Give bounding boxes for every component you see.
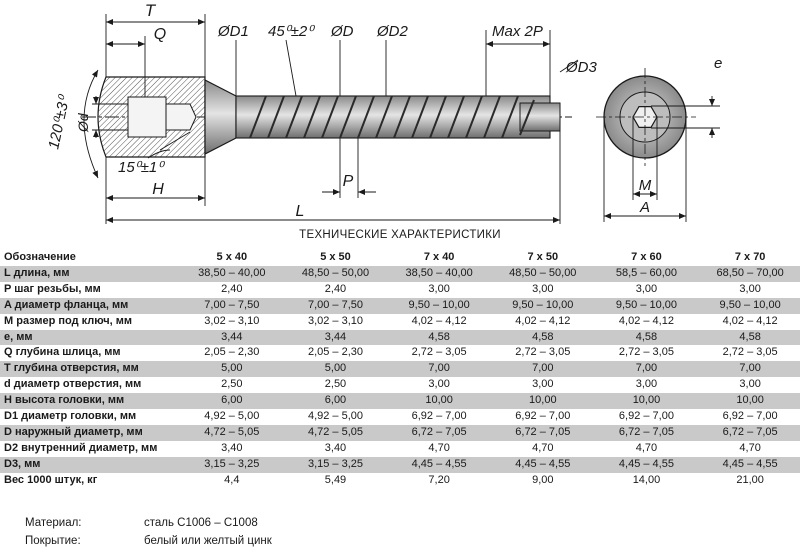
row-label: L длина, мм <box>0 266 178 282</box>
table-cell: 68,50 – 70,00 <box>696 266 800 282</box>
table-cell: 58,5 – 60,00 <box>593 266 697 282</box>
table-cell: 2,72 – 3,05 <box>515 346 571 359</box>
table-cell: 5,00 <box>178 361 282 377</box>
label-angle-15: 15⁰±1⁰ <box>118 159 164 176</box>
table-cell: 9,50 – 10,00 <box>385 298 489 314</box>
screw-head <box>98 77 236 157</box>
table-cell: 4,02 – 4,12 <box>515 314 571 327</box>
label-h: H <box>152 181 164 198</box>
table-cell: 6,92 – 7,00 <box>411 410 467 423</box>
table-cell: 48,50 – 50,00 <box>489 266 593 282</box>
row-label: A диаметр фланца, мм <box>0 298 178 314</box>
row-label: e, мм <box>0 330 178 346</box>
table-cell: 21,00 <box>736 473 764 486</box>
table-cell: 38,50 – 40,00 <box>178 266 282 282</box>
label-d3: ØD3 <box>566 59 597 76</box>
table-cell: 6,92 – 7,00 <box>722 410 778 423</box>
screw-technical-drawing <box>0 0 800 228</box>
row-label: P шаг резьбы, мм <box>4 282 101 295</box>
table-cell: 5,00 <box>282 361 386 377</box>
table-row <box>0 298 800 314</box>
table-cell: 3,00 <box>428 378 450 391</box>
table-cell: 6,72 – 7,05 <box>385 425 489 441</box>
table-row <box>0 282 800 298</box>
row-label: T глубина отверстия, мм <box>0 361 178 377</box>
row-label: Q глубина шлица, мм <box>4 346 121 359</box>
table-cell: 9,50 – 10,00 <box>489 298 593 314</box>
table-cell: 3,15 – 3,25 <box>282 457 386 473</box>
table-cell: 6,00 <box>178 393 282 409</box>
table-cell: 4,02 – 4,12 <box>411 314 467 327</box>
table-cell: 10,00 <box>385 393 489 409</box>
table-row <box>0 345 800 361</box>
table-cell: 4,45 – 4,55 <box>489 457 593 473</box>
material-label: Материал: <box>25 517 82 529</box>
table-row <box>0 330 800 346</box>
table-cell: 6,92 – 7,00 <box>515 410 571 423</box>
label-d: ØD <box>331 23 354 40</box>
table-cell: 3,00 <box>532 378 554 391</box>
table-cell: 3,44 <box>178 330 282 346</box>
label-m: M <box>638 177 652 194</box>
table-cell: 4,72 – 5,05 <box>178 425 282 441</box>
table-cell: 2,50 <box>324 378 347 391</box>
table-caption: ТЕХНИЧЕСКИЕ ХАРАКТЕРИСТИКИ <box>299 229 501 241</box>
table-cell: 2,05 – 2,30 <box>307 346 364 359</box>
spec-header-row <box>0 250 800 266</box>
table-row <box>0 393 800 409</box>
table-cell: 9,00 <box>532 473 554 486</box>
table-row <box>0 266 800 282</box>
table-cell: 7,20 <box>428 473 450 486</box>
table-cell: 10,00 <box>593 393 697 409</box>
table-cell: 4,92 – 5,00 <box>307 410 364 423</box>
table-cell: 14,00 <box>632 473 661 486</box>
table-cell: 9,50 – 10,00 <box>593 298 697 314</box>
table-cell: 4,70 <box>739 441 761 454</box>
row-label: M размер под ключ, мм <box>4 314 133 327</box>
table-row <box>0 409 800 425</box>
table-row <box>0 425 800 441</box>
table-row <box>0 441 800 457</box>
table-cell: 2,40 <box>221 282 243 295</box>
label-angle-120: 120⁰±3⁰ <box>45 94 74 151</box>
label-d-small: Ød <box>75 113 91 132</box>
table-cell: 10,00 <box>696 393 800 409</box>
coating-label: Покрытие: <box>25 535 81 547</box>
table-cell: 4,02 – 4,12 <box>618 314 674 327</box>
spec-table <box>0 250 800 489</box>
table-cell: 4,70 <box>635 441 658 454</box>
table-cell: 4,72 – 5,05 <box>282 425 386 441</box>
table-cell: 7,00 – 7,50 <box>282 298 386 314</box>
coating-value: белый или желтый цинк <box>144 535 272 547</box>
table-cell: 3,00 <box>635 378 658 391</box>
table-cell: 4,4 <box>224 473 240 486</box>
table-cell: 4,45 – 4,55 <box>593 457 697 473</box>
label-angle-45: 45⁰±2⁰ <box>268 23 314 40</box>
table-cell: 3,00 <box>428 282 450 295</box>
table-cell: 3,15 – 3,25 <box>178 457 282 473</box>
table-cell: 4,45 – 4,55 <box>385 457 489 473</box>
table-cell: 4,92 – 5,00 <box>204 410 260 423</box>
row-label: D3, мм <box>0 457 178 473</box>
table-cell: 3,44 <box>282 330 386 346</box>
label-p: P <box>342 173 354 190</box>
table-cell: 6,00 <box>282 393 386 409</box>
threaded-shank <box>236 96 560 138</box>
table-cell: 6,72 – 7,05 <box>696 425 800 441</box>
label-t: T <box>144 1 156 20</box>
table-cell: 2,40 <box>324 282 347 295</box>
table-cell: 7,00 <box>385 361 489 377</box>
table-row <box>0 314 800 330</box>
table-cell: 2,50 <box>221 378 243 391</box>
column-header-size: 7 x 60 <box>631 251 662 263</box>
table-cell: 5,49 <box>324 473 347 486</box>
table-cell: 3,00 <box>739 282 761 295</box>
table-cell: 3,40 <box>221 441 243 454</box>
table-cell: 7,00 – 7,50 <box>178 298 282 314</box>
label-a: A <box>639 199 651 216</box>
label-d2: ØD2 <box>377 23 408 40</box>
row-label: D2 внутренний диаметр, мм <box>4 441 158 454</box>
table-cell: 6,72 – 7,05 <box>489 425 593 441</box>
column-header-size: 7 x 50 <box>527 251 559 263</box>
material-value: сталь С1006 – С1008 <box>144 517 258 529</box>
table-cell: 10,00 <box>489 393 593 409</box>
table-cell: 2,72 – 3,05 <box>411 346 467 359</box>
table-cell: 3,02 – 3,10 <box>204 314 260 327</box>
table-cell: 4,70 <box>428 441 450 454</box>
table-cell: 2,05 – 2,30 <box>204 346 260 359</box>
table-cell: 4,58 <box>385 330 489 346</box>
table-cell: 3,00 <box>532 282 554 295</box>
table-cell: 6,92 – 7,00 <box>618 410 674 423</box>
label-max-2p: Max 2P <box>492 23 543 40</box>
table-cell: 3,00 <box>635 282 658 295</box>
table-cell: 7,00 <box>593 361 697 377</box>
label-e: e <box>714 55 723 72</box>
table-cell: 3,00 <box>739 378 761 391</box>
table-cell: 3,40 <box>324 441 347 454</box>
table-cell: 2,72 – 3,05 <box>722 346 778 359</box>
table-cell: 7,00 <box>489 361 593 377</box>
table-cell: 2,72 – 3,05 <box>618 346 674 359</box>
table-cell: 38,50 – 40,00 <box>385 266 489 282</box>
table-cell: 48,50 – 50,00 <box>282 266 386 282</box>
row-label: Вес 1000 штук, кг <box>4 473 98 486</box>
row-label: D наружный диаметр, мм <box>0 425 178 441</box>
table-row <box>0 457 800 473</box>
table-cell: 4,58 <box>696 330 800 346</box>
table-cell: 4,58 <box>489 330 593 346</box>
table-row <box>0 361 800 377</box>
table-cell: 4,70 <box>532 441 554 454</box>
table-cell: 7,00 <box>696 361 800 377</box>
column-header-size: 7 x 70 <box>734 251 766 263</box>
table-cell: 4,45 – 4,55 <box>696 457 800 473</box>
table-row <box>0 473 800 489</box>
column-header-size: 5 x 40 <box>216 251 248 263</box>
table-cell: 4,02 – 4,12 <box>722 314 778 327</box>
column-header-size: 7 x 40 <box>423 251 455 263</box>
label-d1: ØD1 <box>218 23 249 40</box>
row-label: d диаметр отверстия, мм <box>4 378 142 391</box>
row-label: D1 диаметр головки, мм <box>4 410 137 423</box>
screw-end-view <box>596 68 696 166</box>
table-cell: 9,50 – 10,00 <box>696 298 800 314</box>
column-header-designation: Обозначение <box>4 251 76 263</box>
row-label: H высота головки, мм <box>0 393 178 409</box>
label-l: L <box>295 203 305 220</box>
table-cell: 3,02 – 3,10 <box>307 314 364 327</box>
column-header-size: 5 x 50 <box>320 251 351 263</box>
label-q: Q <box>153 26 167 43</box>
table-cell: 4,58 <box>593 330 697 346</box>
table-row <box>0 377 800 393</box>
table-cell: 6,72 – 7,05 <box>593 425 697 441</box>
